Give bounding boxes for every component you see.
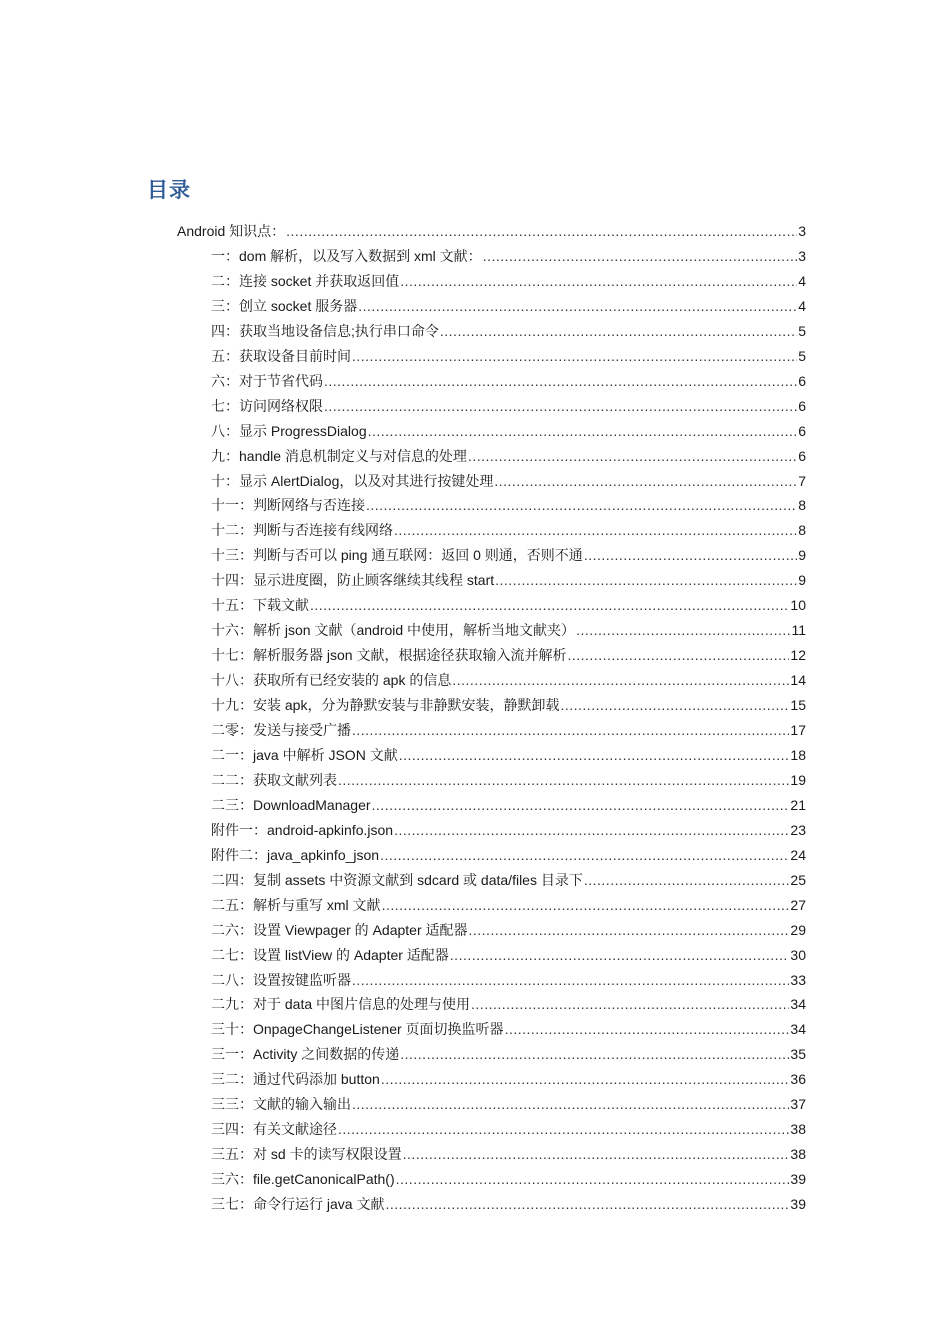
toc-entry[interactable] (211, 1014, 806, 1038)
toc-dot-leader (468, 447, 797, 465)
toc-page-number: 5 (798, 348, 806, 364)
toc-entry-label: 五：获取设备目前时间 (211, 348, 351, 364)
toc-entry[interactable] (211, 341, 806, 365)
toc-entry[interactable] (177, 216, 806, 240)
toc-entry-label: 十四：显示进度圈，防止顾客继续其线程 start (211, 572, 495, 588)
toc-dot-leader (494, 472, 797, 490)
toc-page-number: 7 (798, 473, 806, 489)
toc-entry[interactable] (211, 715, 806, 739)
toc-page-number: 4 (798, 298, 806, 314)
toc-entry-label: 十二：判断与否连接有线网络 (211, 522, 393, 538)
toc-dot-leader (382, 896, 790, 914)
toc-entry-label: 九：handle 消息机制定义与对信息的处理 (211, 448, 467, 464)
toc-entry-label: 三六：file.getCanonicalPath() (211, 1171, 395, 1187)
toc-entry-label: 二五：解析与重写 xml 文献 (211, 897, 381, 913)
toc-page-number: 3 (798, 223, 806, 239)
toc-entry[interactable] (211, 266, 806, 290)
toc-page-number: 24 (790, 847, 806, 863)
toc-dot-leader (324, 397, 797, 415)
toc-title: 目录 (147, 179, 191, 202)
toc-entry[interactable] (211, 915, 806, 939)
toc-entry[interactable] (211, 840, 806, 864)
toc-entry[interactable] (211, 1089, 806, 1113)
toc-dot-leader (286, 222, 797, 240)
toc-dot-leader (576, 621, 790, 639)
toc-entry[interactable] (211, 490, 806, 514)
toc-entry-label: 二六：设置 Viewpager 的 Adapter 适配器 (211, 922, 468, 938)
toc-entry[interactable] (211, 241, 806, 265)
toc-page-number: 8 (798, 522, 806, 538)
toc-entry[interactable] (211, 640, 806, 664)
toc-dot-leader (324, 372, 797, 390)
toc-entry-label: 三十：OnpageChangeListener 页面切换监听器 (211, 1021, 504, 1037)
toc-entry[interactable] (211, 1064, 806, 1088)
toc-entry-label: 二四：复制 assets 中资源文献到 sdcard 或 data/files 目录下 (211, 872, 583, 888)
toc-page-number: 23 (790, 822, 806, 838)
toc-dot-leader (338, 771, 789, 789)
toc-dot-leader (366, 496, 797, 514)
toc-page-number: 10 (790, 597, 806, 613)
toc-dot-leader (400, 272, 797, 290)
toc-entry[interactable] (211, 1164, 806, 1188)
toc-dot-leader (567, 646, 789, 664)
toc-dot-leader (399, 746, 790, 764)
toc-entry[interactable] (211, 1114, 806, 1138)
toc-dot-leader (394, 821, 789, 839)
toc-page-number: 34 (790, 1021, 806, 1037)
toc-dot-leader (403, 1145, 790, 1163)
toc-dot-leader (385, 1195, 789, 1213)
toc-entry-label: 二一：java 中解析 JSON 文献 (211, 747, 398, 763)
toc-page-number: 5 (798, 323, 806, 339)
toc-page-number: 6 (798, 448, 806, 464)
toc-entry-label: 二九：对于 data 中图片信息的处理与使用 (211, 996, 471, 1012)
toc-entry-label: 十一：判断网络与否连接 (211, 497, 365, 513)
toc-entry[interactable] (211, 416, 806, 440)
toc-page-number: 11 (791, 622, 806, 638)
toc-entry-label: 十三：判断与否可以 ping 通互联网：返回 0 则通，否则不通 (211, 547, 583, 563)
toc-entry-label: 十七：解析服务器 json 文献，根据途径获取输入流并解析 (211, 647, 567, 663)
toc-entry[interactable] (211, 366, 806, 390)
toc-page-number: 30 (790, 947, 806, 963)
toc-entry[interactable] (211, 665, 806, 689)
toc-dot-leader (338, 1120, 789, 1138)
toc-page-number: 37 (790, 1096, 806, 1112)
toc-entry-label: 三四：有关文献途径 (211, 1121, 337, 1137)
toc-entry-label: 一：dom 解析，以及写入数据到 xml 文献： (211, 248, 482, 264)
toc-entry[interactable] (211, 316, 806, 340)
toc-dot-leader (584, 871, 790, 889)
toc-page-number: 34 (790, 996, 806, 1012)
toc-page-number: 39 (790, 1171, 806, 1187)
toc-page-number: 25 (790, 872, 806, 888)
toc-dot-leader (584, 546, 797, 564)
toc-page-number: 3 (798, 248, 806, 264)
toc-entry[interactable] (211, 615, 806, 639)
toc-entry[interactable] (211, 565, 806, 589)
toc-entry-label: 三二：通过代码添加 button (211, 1071, 380, 1087)
toc-entry-label: 二零：发送与接受广播 (211, 722, 351, 738)
toc-page-number: 14 (790, 672, 806, 688)
toc-entry[interactable] (211, 1039, 806, 1063)
toc-page-number: 17 (790, 722, 806, 738)
toc-entry[interactable] (211, 865, 806, 889)
toc-dot-leader (471, 995, 789, 1013)
toc-page-number: 18 (790, 747, 806, 763)
toc-entry[interactable] (211, 441, 806, 465)
toc-page-number: 21 (790, 797, 806, 813)
toc-entry-label: 二二：获取文献列表 (211, 772, 337, 788)
toc-entry-label: 二三：DownloadManager (211, 797, 371, 813)
toc-entry-label: 十五：下载文献 (211, 597, 309, 613)
toc-entry[interactable] (211, 690, 806, 714)
toc-dot-leader (310, 596, 789, 614)
toc-entry[interactable] (211, 1189, 806, 1213)
toc-entry[interactable] (211, 965, 806, 989)
toc-dot-leader (469, 921, 790, 939)
toc-dot-leader (352, 971, 789, 989)
toc-dot-leader (352, 1095, 789, 1113)
toc-entry-label: 四：获取当地设备信息;执行串口命令 (211, 323, 439, 339)
toc-entry-label: 十八：获取所有已经安装的 apk 的信息 (211, 672, 452, 688)
toc-entry[interactable] (211, 790, 806, 814)
toc-entry[interactable] (211, 391, 806, 415)
toc-page-number: 35 (790, 1046, 806, 1062)
toc-entry[interactable] (211, 291, 806, 315)
toc-entry-label: 六：对于节省代码 (211, 373, 323, 389)
toc-entry[interactable] (211, 540, 806, 564)
toc-page-number: 8 (798, 497, 806, 513)
toc-dot-leader (450, 946, 790, 964)
toc-dot-leader (396, 1170, 790, 1188)
toc-entry[interactable] (211, 515, 806, 539)
toc-page-number: 29 (790, 922, 806, 938)
toc-dot-leader (381, 1070, 790, 1088)
toc-page-number: 4 (798, 273, 806, 289)
toc-entry-label: 八：显示 ProgressDialog (211, 423, 367, 439)
toc-entry-label: 二七：设置 listView 的 Adapter 适配器 (211, 947, 449, 963)
toc-page-number: 12 (790, 647, 806, 663)
toc-dot-leader (380, 846, 789, 864)
toc-page-number: 6 (798, 373, 806, 389)
toc-page-number: 6 (798, 423, 806, 439)
toc-page-number: 19 (790, 772, 806, 788)
toc-entry-label: 十九：安装 apk，分为静默安装与非静默安装，静默卸载 (211, 697, 560, 713)
toc-entry-label: 二八：设置按键监听器 (211, 972, 351, 988)
toc-entry-label: 附件二：java_apkinfo_json (211, 847, 380, 863)
toc-entry-label: 附件一：android-apkinfo.json (211, 822, 394, 838)
toc-dot-leader (358, 297, 797, 315)
toc-page-number: 27 (790, 897, 806, 913)
toc-entry[interactable] (211, 890, 806, 914)
toc-page-number: 6 (798, 398, 806, 414)
toc-entry[interactable] (211, 590, 806, 614)
toc-dot-leader (368, 422, 797, 440)
toc-page-number: 15 (790, 697, 806, 713)
toc-page-number: 38 (790, 1146, 806, 1162)
toc-page-number: 39 (790, 1196, 806, 1212)
toc-entry-label: Android 知识点： (177, 223, 286, 239)
toc-entry[interactable] (211, 765, 806, 789)
toc-dot-leader (440, 322, 797, 340)
toc-dot-leader (400, 1045, 789, 1063)
toc-entry-label: 七：访问网络权限 (211, 398, 323, 414)
toc-entry-label: 二：连接 socket 并获取返回值 (211, 273, 400, 289)
toc-page-number: 38 (790, 1121, 806, 1137)
toc-dot-leader (372, 796, 790, 814)
toc-entry-label: 十：显示 AlertDialog，以及对其进行按键处理 (211, 473, 494, 489)
toc-entry[interactable] (211, 815, 806, 839)
toc-entry[interactable] (211, 740, 806, 764)
toc-page-number: 36 (790, 1071, 806, 1087)
toc-dot-leader (352, 347, 797, 365)
toc-entry[interactable] (211, 466, 806, 490)
toc-dot-leader (560, 696, 789, 714)
toc-entry-label: 三：创立 socket 服务器 (211, 298, 358, 314)
toc-entry-label: 三一：Activity 之间数据的传递 (211, 1046, 400, 1062)
toc-entry-label: 三三：文献的输入输出 (211, 1096, 351, 1112)
toc-page-number: 33 (790, 972, 806, 988)
toc-entry[interactable] (211, 940, 806, 964)
toc-entry[interactable] (211, 1139, 806, 1163)
toc-entry[interactable] (211, 989, 806, 1013)
toc-dot-leader (505, 1020, 790, 1038)
toc-entry-label: 三七：命令行运行 java 文献 (211, 1196, 385, 1212)
toc-dot-leader (352, 721, 789, 739)
toc-page-number: 9 (798, 572, 806, 588)
toc-entry-label: 三五：对 sd 卡的读写权限设置 (211, 1146, 402, 1162)
toc-page-number: 9 (798, 547, 806, 563)
toc-dot-leader (394, 521, 797, 539)
toc-dot-leader (495, 571, 797, 589)
toc-dot-leader (483, 247, 797, 265)
toc-dot-leader (452, 671, 789, 689)
toc-entry-label: 十六：解析 json 文献（android 中使用，解析当地文献夹） (211, 622, 576, 638)
